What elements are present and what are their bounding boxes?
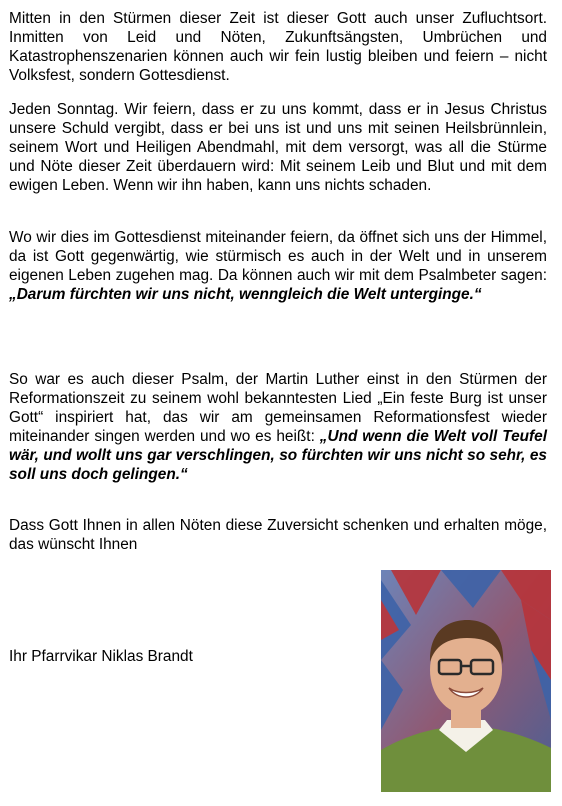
paragraph-2 <box>9 100 547 195</box>
paragraph-3-text: Wo wir dies im Gottesdienst miteinander feiern, da öffnet sich uns der Himmel, da ist Gott gegenwärtig, wie stürmisch es auch in der Welt und in unserem eigenen Leben zugehen mag. Da können auch wir mit dem Psalmbeter sagen: <box>9 229 547 284</box>
psalm-quote: „Darum fürchten wir uns nicht, wenngleich die Welt unterginge.“ <box>9 286 482 303</box>
paragraph-1 <box>9 9 547 85</box>
paragraph-5-text: Dass Gott Ihnen in allen Nöten diese Zuversicht schenken und erhalten möge, das wünscht Ihnen <box>9 517 547 553</box>
paragraph-3 <box>9 228 547 304</box>
hymn-quote: „Und wenn die Welt voll Teufel wär, und wollt uns gar verschlingen, so fürchten wir uns nicht so sehr, es soll uns doch gelingen.“ <box>9 428 547 483</box>
paragraph-4-text: So war es auch dieser Psalm, der Martin Luther einst in den Stürmen der Reformationszeit zu seinem wohl bekanntesten Lied „Ein feste Burg ist unser Gott“ inspiriert hat, das wir am gemeinsamen Reformationsfest wieder miteinander singen werden und wo es heißt: <box>9 371 547 445</box>
signature: Ihr Pfarrvikar Niklas Brandt <box>9 648 193 665</box>
paragraph-1-text: Mitten in den Stürmen dieser Zeit ist dieser Gott auch unser Zufluchtsort. Inmitten von Leid und Nöten, Zukunftsängsten, Umbrüchen und Katastrophenszenarien können auch wir fein lustig bleiben und feiern – nicht Volksfest, sondern Gottesdienst. <box>9 10 547 84</box>
paragraph-2-text: Jeden Sonntag. Wir feiern, dass er zu uns kommt, dass er in Jesus Christus unsere Schuld vergibt, dass er bei uns ist und uns mit seinen Heilsbrünnlein, seinem Wort und Heiligen Abendmahl, mit dem versorgt, was all die Stürme und Nöte dieser Zeit überdauern wird: Mit seinem Leib und Blut und mit dem ewigen Leben. Wenn wir ihn haben, kann uns nichts schaden. <box>9 101 547 194</box>
paragraph-4 <box>9 370 547 484</box>
paragraph-5 <box>9 516 547 554</box>
pastor-photo <box>381 570 551 792</box>
